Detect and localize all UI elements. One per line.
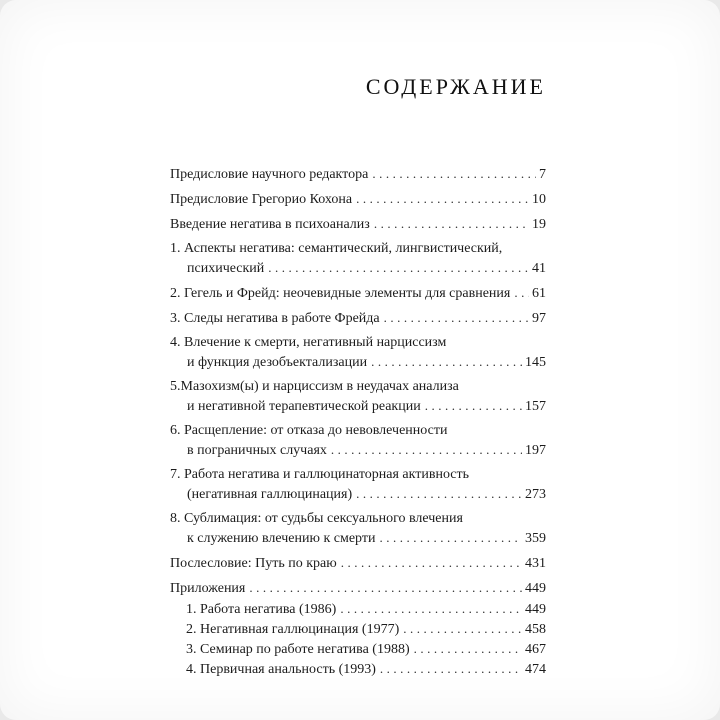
toc-entry-page-number: 431	[525, 556, 546, 571]
toc-entry	[170, 465, 546, 504]
toc-entry-page-number: 145	[525, 355, 546, 370]
toc-entry	[170, 239, 546, 278]
toc-entry-row	[170, 283, 546, 303]
toc-entry-row	[186, 599, 546, 619]
toc-entry-text: к служению влечению к смерти	[187, 531, 376, 546]
dot-leader	[249, 578, 522, 598]
toc-entry-row	[187, 352, 546, 372]
toc-entry-page-number: 458	[525, 622, 546, 637]
toc-entry	[170, 308, 546, 328]
toc-entry-row	[170, 164, 546, 184]
dot-leader	[372, 164, 536, 184]
toc-entry-page-number: 7	[539, 167, 546, 182]
toc-entry-row	[186, 639, 546, 659]
toc-entry	[170, 333, 546, 372]
toc-entry-page-number: 449	[525, 581, 546, 596]
dot-leader	[514, 283, 529, 303]
dot-leader	[380, 659, 522, 679]
toc-entry-text: (негативная галлюцинация)	[187, 487, 353, 502]
toc-entry	[186, 599, 546, 619]
dot-leader	[341, 553, 522, 573]
dot-leader	[268, 258, 529, 278]
dot-leader	[414, 639, 522, 659]
toc-list	[170, 164, 546, 679]
toc-entry-text: 3. Семинар по работе негатива (1988)	[186, 642, 410, 657]
toc-entry-row	[187, 258, 546, 278]
toc-entry-page-number: 273	[525, 487, 546, 502]
toc-entry-page-number: 97	[532, 311, 546, 326]
toc-entry-text: 7. Работа негатива и галлюцинаторная активность	[170, 467, 470, 482]
toc-entry-page-number: 197	[525, 443, 546, 458]
toc-entry-text: Послесловие: Путь по краю	[170, 556, 337, 571]
toc-entry	[170, 553, 546, 573]
toc-entry	[170, 509, 546, 548]
toc-entry-page-number: 467	[525, 642, 546, 657]
toc-entry-row	[170, 578, 546, 598]
toc-entry-page-number: 449	[525, 602, 546, 617]
toc-entry-row	[170, 553, 546, 573]
toc-entry	[170, 578, 546, 598]
toc-entry-text: 2. Гегель и Фрейд: неочевидные элементы для сравнения	[170, 286, 511, 301]
toc-entry-text: 1. Работа негатива (1986)	[186, 602, 337, 617]
toc-entry	[170, 164, 546, 184]
toc-entry-row	[187, 528, 546, 548]
dot-leader	[384, 308, 529, 328]
toc-entry	[170, 283, 546, 303]
toc-entry-row	[187, 440, 546, 460]
toc-entry-text: 1. Аспекты негатива: семантический, лингвистический,	[170, 241, 503, 256]
toc-entry-text: Предисловие научного редактора	[170, 167, 369, 182]
toc-entry	[186, 659, 546, 679]
toc-entry	[170, 214, 546, 234]
toc-entry-text: 3. Следы негатива в работе Фрейда	[170, 311, 380, 326]
toc-entry-text: Введение негатива в психоанализ	[170, 217, 370, 232]
toc-entry	[186, 619, 546, 639]
toc-entry-text: 4. Первичная анальность (1993)	[186, 662, 376, 677]
toc-entry-text: 6. Расщепление: от отказа до невовлеченности	[170, 423, 448, 438]
toc-entry	[170, 189, 546, 209]
toc-entry-text: и негативной терапевтической реакции	[187, 399, 421, 414]
dot-leader	[356, 484, 522, 504]
toc-entry-text: 4. Влечение к смерти, негативный нарциссизм	[170, 335, 447, 350]
dot-leader	[403, 619, 522, 639]
dot-leader	[340, 599, 522, 619]
dot-leader	[371, 352, 522, 372]
toc-entry-page-number: 359	[525, 531, 546, 546]
toc-entry-row	[170, 214, 546, 234]
toc-entry-text: психический	[187, 261, 265, 276]
dot-leader	[356, 189, 529, 209]
toc-entry-page-number: 474	[525, 662, 546, 677]
toc-entry-page-number: 19	[532, 217, 546, 232]
toc-entry-text: 8. Сублимация: от судьбы сексуального влечения	[170, 511, 463, 526]
toc-entry	[186, 639, 546, 659]
toc-entry-text: Приложения	[170, 581, 246, 596]
toc-entry-page-number: 10	[532, 192, 546, 207]
toc-entry-row	[186, 659, 546, 679]
toc-entry-page-number: 41	[532, 261, 546, 276]
toc-entry-page-number: 157	[525, 399, 546, 414]
toc-entry-row	[170, 308, 546, 328]
toc-entry-row	[187, 484, 546, 504]
toc-entry-text: Предисловие Грегорио Кохона	[170, 192, 353, 207]
toc-entry-text: 2. Негативная галлюцинация (1977)	[186, 622, 400, 637]
toc-entry-row	[170, 189, 546, 209]
toc-entry-row	[186, 619, 546, 639]
toc-entry-row	[187, 396, 546, 416]
dot-leader	[331, 440, 522, 460]
dot-leader	[379, 528, 522, 548]
toc-entry-page-number: 61	[532, 286, 546, 301]
page-title: СОДЕРЖАНИЕ	[365, 74, 546, 99]
toc-entry-text: и функция дезобъектализации	[187, 355, 368, 370]
toc-entry-text: 5.Мазохизм(ы) и нарциссизм в неудачах анализа	[170, 379, 459, 394]
toc-entry-text: в пограничных случаях	[187, 443, 327, 458]
dot-leader	[374, 214, 529, 234]
toc-entry	[170, 377, 546, 416]
toc-entry	[170, 421, 546, 460]
dot-leader	[425, 396, 522, 416]
contents-block	[170, 0, 546, 679]
